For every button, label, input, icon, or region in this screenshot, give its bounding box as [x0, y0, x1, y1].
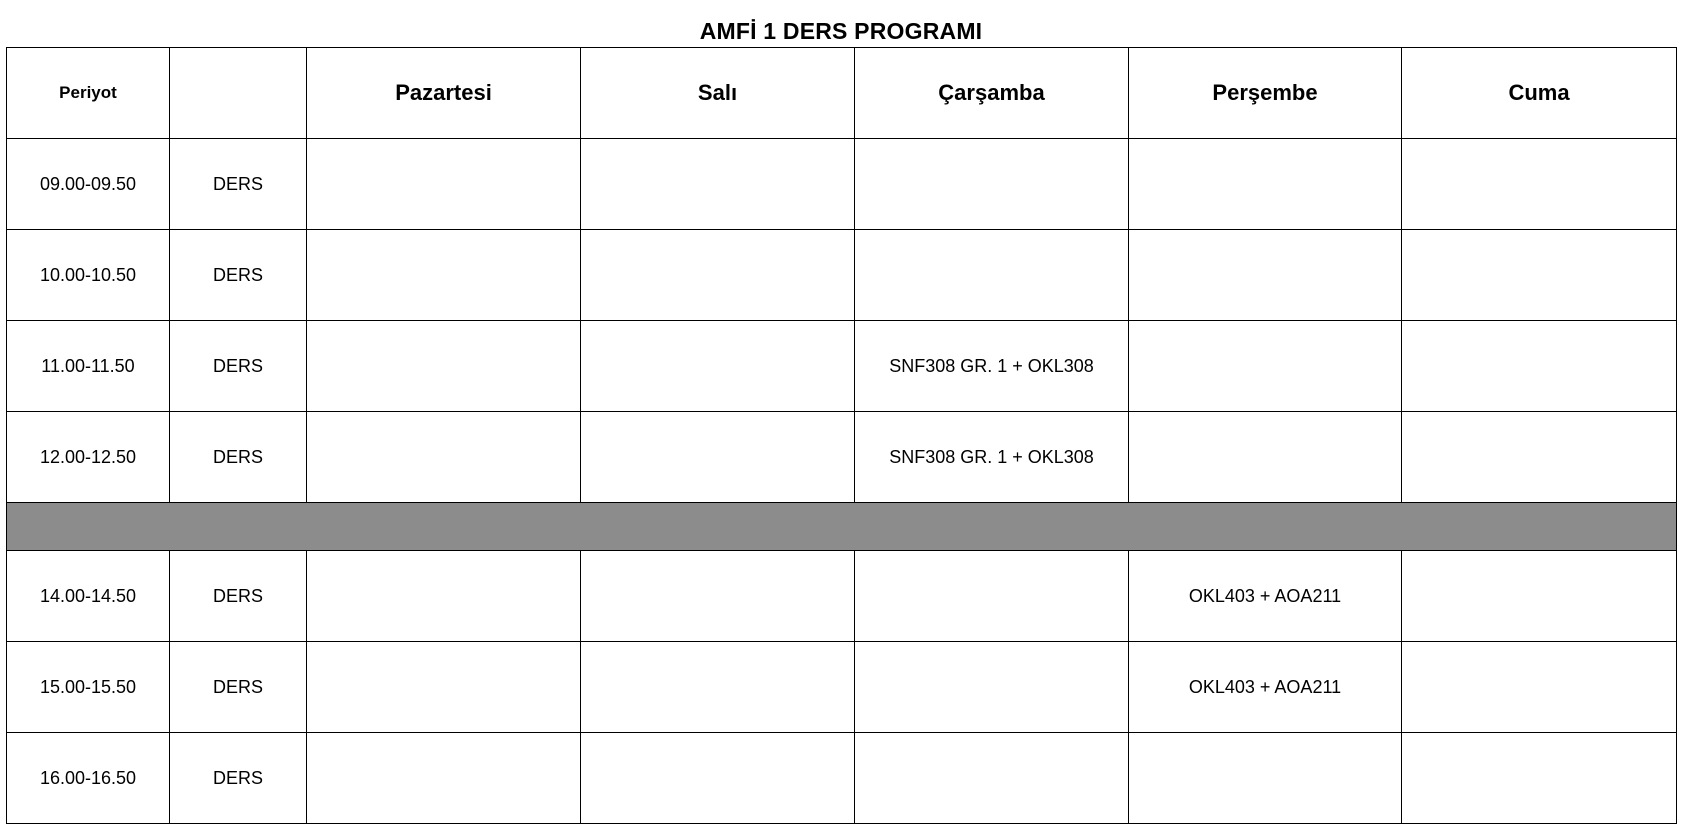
course-cell-friday	[1402, 412, 1677, 503]
day-header-friday: Cuma	[1402, 48, 1677, 139]
course-cell-tuesday	[581, 412, 855, 503]
course-cell-monday	[307, 642, 581, 733]
course-cell-tuesday	[581, 139, 855, 230]
course-cell-wednesday: SNF308 GR. 1 + OKL308	[855, 321, 1129, 412]
period-time-cell: 11.00-11.50	[7, 321, 170, 412]
course-cell-tuesday	[581, 642, 855, 733]
course-cell-wednesday	[855, 230, 1129, 321]
period-time-cell: 14.00-14.50	[7, 551, 170, 642]
course-cell-monday	[307, 733, 581, 824]
period-time-cell: 09.00-09.50	[7, 139, 170, 230]
period-type-cell: DERS	[170, 733, 307, 824]
course-cell-tuesday	[581, 733, 855, 824]
course-cell-tuesday	[581, 321, 855, 412]
period-time-cell: 16.00-16.50	[7, 733, 170, 824]
period-type-cell: DERS	[170, 551, 307, 642]
period-time-cell: 12.00-12.50	[7, 412, 170, 503]
course-cell-wednesday	[855, 733, 1129, 824]
course-cell-friday	[1402, 642, 1677, 733]
period-type-cell: DERS	[170, 139, 307, 230]
day-header-thursday: Perşembe	[1129, 48, 1402, 139]
lunch-break-bar	[7, 503, 1677, 551]
course-cell-thursday	[1129, 139, 1402, 230]
course-cell-wednesday: SNF308 GR. 1 + OKL308	[855, 412, 1129, 503]
period-type-cell: DERS	[170, 642, 307, 733]
course-cell-wednesday	[855, 139, 1129, 230]
course-cell-thursday	[1129, 733, 1402, 824]
course-cell-monday	[307, 230, 581, 321]
table-row	[7, 551, 1677, 642]
period-type-cell: DERS	[170, 230, 307, 321]
day-header-tuesday: Salı	[581, 48, 855, 139]
period-time-cell: 10.00-10.50	[7, 230, 170, 321]
lunch-break-row	[7, 503, 1677, 551]
table-row	[7, 230, 1677, 321]
type-column-header	[170, 48, 307, 139]
table-row	[7, 642, 1677, 733]
course-cell-monday	[307, 321, 581, 412]
table-row	[7, 733, 1677, 824]
course-cell-monday	[307, 412, 581, 503]
course-cell-friday	[1402, 733, 1677, 824]
course-cell-thursday: OKL403 + AOA211	[1129, 642, 1402, 733]
course-cell-wednesday	[855, 642, 1129, 733]
course-cell-thursday	[1129, 412, 1402, 503]
table-row	[7, 321, 1677, 412]
course-cell-monday	[307, 551, 581, 642]
course-cell-thursday: OKL403 + AOA211	[1129, 551, 1402, 642]
day-header-wednesday: Çarşamba	[855, 48, 1129, 139]
period-type-cell: DERS	[170, 412, 307, 503]
schedule-table	[6, 47, 1677, 824]
period-column-header: Periyot	[7, 48, 170, 139]
course-cell-thursday	[1129, 230, 1402, 321]
period-type-cell: DERS	[170, 321, 307, 412]
page-title: AMFİ 1 DERS PROGRAMI	[699, 18, 983, 44]
course-cell-friday	[1402, 139, 1677, 230]
course-cell-thursday	[1129, 321, 1402, 412]
course-cell-tuesday	[581, 551, 855, 642]
header-row	[7, 48, 1677, 139]
course-cell-wednesday	[855, 551, 1129, 642]
course-cell-friday	[1402, 551, 1677, 642]
table-row	[7, 139, 1677, 230]
period-time-cell: 15.00-15.50	[7, 642, 170, 733]
course-cell-monday	[307, 139, 581, 230]
table-row	[7, 412, 1677, 503]
course-cell-friday	[1402, 321, 1677, 412]
day-header-monday: Pazartesi	[307, 48, 581, 139]
course-cell-tuesday	[581, 230, 855, 321]
course-cell-friday	[1402, 230, 1677, 321]
